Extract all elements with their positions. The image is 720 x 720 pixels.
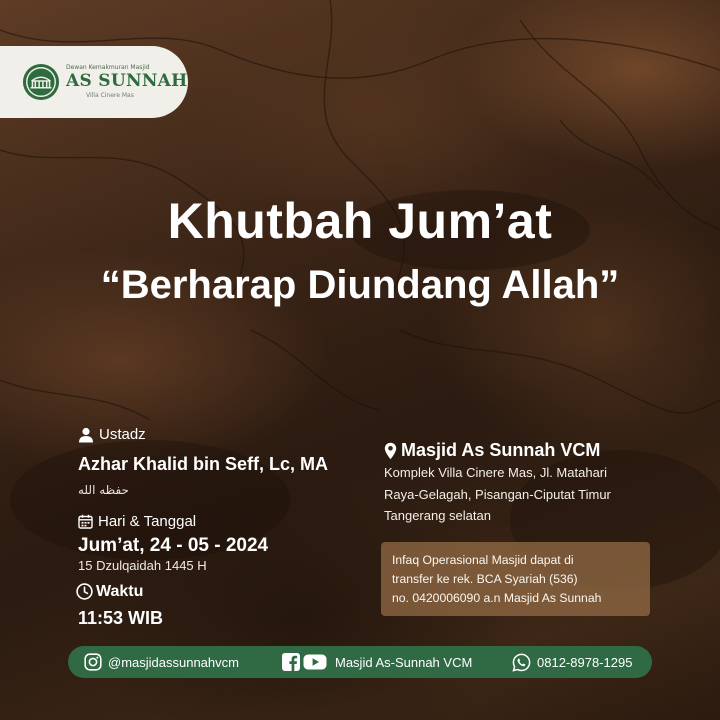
- whatsapp-number: 0812-8978-1295: [537, 654, 633, 670]
- calendar-icon: [78, 514, 93, 529]
- contact-footer-bar: [68, 646, 652, 678]
- instagram-link[interactable]: [84, 646, 239, 678]
- time-label-row: [76, 581, 143, 601]
- whatsapp-link[interactable]: [512, 646, 632, 678]
- speaker-label: Ustadz: [99, 426, 146, 443]
- venue-row: [384, 440, 600, 461]
- page-title: Khutbah Jum’at: [167, 193, 553, 249]
- infaq-line: transfer ke rek. BCA Syariah (536): [392, 572, 578, 586]
- youtube-icon: [303, 653, 327, 671]
- logo-sub-text: Villa Cinere Mas: [86, 92, 134, 99]
- whatsapp-icon: [512, 653, 531, 672]
- instagram-handle: @masjidassunnahvcm: [108, 654, 239, 670]
- instagram-icon: [84, 653, 102, 671]
- speaker-name: Azhar Khalid bin Seff, Lc, MA: [78, 454, 329, 474]
- venue-address: [384, 462, 684, 527]
- date-label: Hari & Tanggal: [98, 513, 197, 530]
- address-line: Komplek Villa Cinere Mas, Jl. Matahari: [384, 465, 608, 480]
- time-label: Waktu: [96, 582, 144, 600]
- facebook-youtube-name: Masjid As-Sunnah VCM: [335, 654, 473, 670]
- page-subtitle: “Berharap Diundang Allah”: [100, 263, 620, 307]
- date-label-row: [78, 511, 196, 530]
- address-line: Tangerang selatan: [384, 508, 491, 523]
- user-icon: [78, 427, 94, 443]
- facebook-icon: [282, 653, 300, 671]
- speaker-honorific: حفظه الله: [78, 483, 129, 497]
- date-value: Jum’at, 24 - 05 - 2024: [78, 535, 269, 556]
- location-pin-icon: [384, 442, 397, 460]
- infaq-line: no. 0420006090 a.n Masjid As Sunnah: [392, 591, 602, 605]
- clock-icon: [76, 583, 93, 600]
- logo-badge: [0, 46, 188, 118]
- infaq-line: Infaq Operasional Masjid dapat di: [392, 553, 574, 567]
- speaker-label-row: [78, 424, 146, 443]
- mosque-logo-icon: [22, 63, 60, 101]
- logo-top-text: Dewan Kemakmuran Masjid: [66, 64, 150, 71]
- address-line: Raya-Gelagah, Pisangan-Ciputat Timur: [384, 486, 611, 502]
- infaq-info-box: [381, 542, 650, 616]
- facebook-youtube-link[interactable]: [282, 646, 472, 678]
- time-value: 11:53 WIB: [78, 608, 164, 628]
- venue-name: Masjid As Sunnah VCM: [401, 440, 601, 460]
- logo-name: AS SUNNAH: [66, 71, 188, 91]
- hijri-date: 15 Dzulqaidah 1445 H: [78, 558, 207, 573]
